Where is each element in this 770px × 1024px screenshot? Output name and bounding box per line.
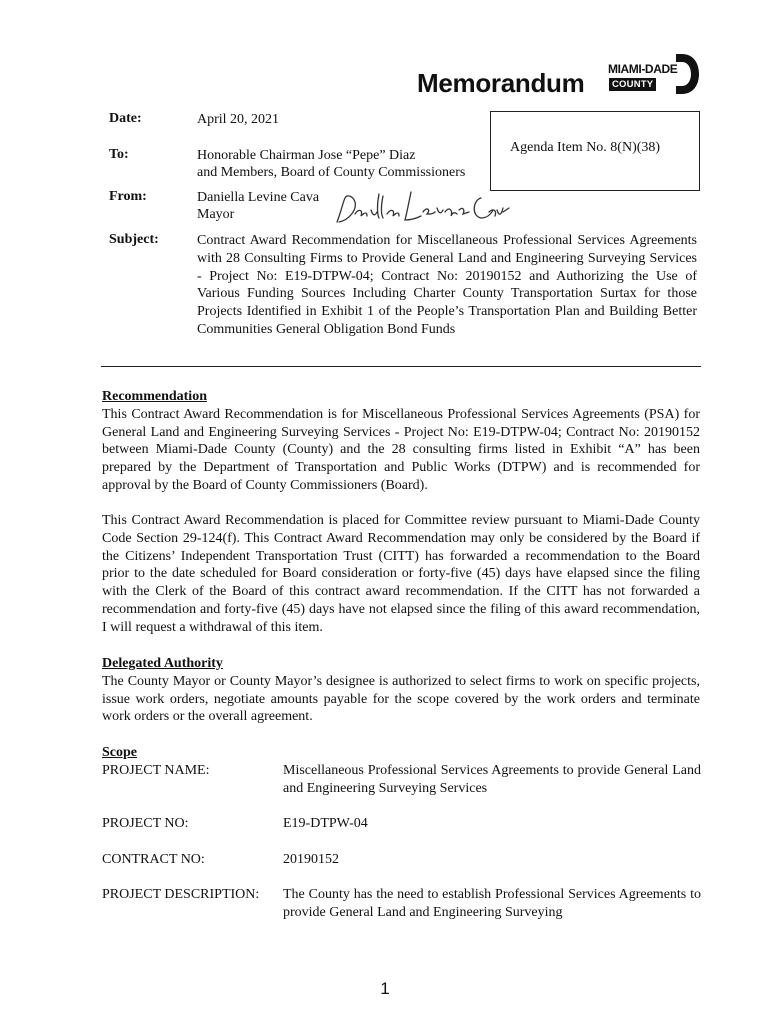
from-line-1: Daniella Levine Cava: [197, 190, 320, 205]
from-line-2: Mayor: [197, 207, 235, 222]
delegated-authority-paragraph: The County Mayor or County Mayor’s designee is authorized to select firms to work on specific projects, issue work orders, negotiate amounts payable for the scope covered by the work orders and terminate work orders or the overall agreement.: [102, 673, 700, 725]
scope-label: PROJECT NO:: [102, 816, 189, 831]
logo-d-icon: [674, 52, 700, 96]
signature-image: [331, 186, 511, 230]
scope-value: E19-DTPW-04: [283, 816, 368, 831]
memo-title: Memorandum: [417, 68, 585, 98]
scope-section: [102, 744, 700, 762]
scope-value: 20190152: [283, 852, 339, 867]
subject-label: Subject:: [109, 232, 159, 247]
scope-row-project-name: [102, 762, 700, 798]
recommendation-paragraph-2: This Contract Award Recommendation is placed for Committee review pursuant to Miami-Dade County Code Section 29-124(f). This Contract Award Recommendation may only be considered by the Board if the Citizens’ Independent Transportation Trust (CITT) has forwarded a recommendation to the Board prior to the date scheduled for Board consideration or forty-five (45) days have elapsed since the filing with the Clerk of the Board of this contract award recommendation. If the CITT has not forwarded a recommendation and forty-five (45) days have not elapsed since the filing of this award recommendation, I will request a withdrawal of this item.: [102, 513, 700, 635]
scope-label: PROJECT NAME:: [102, 763, 210, 778]
delegated-authority-heading: Delegated Authority: [102, 656, 223, 671]
scope-heading: Scope: [102, 745, 137, 760]
to-label: To:: [109, 147, 129, 162]
scope-value: The County has the need to establish Professional Services Agreements to provide General Land and Engineering Surveying: [283, 887, 701, 920]
recommendation-section: [102, 388, 700, 495]
subject-text: Contract Award Recommendation for Miscellaneous Professional Services Agreements with 28 Consulting Firms to Provide General Land and Engineering Surveying Services - Project No: E19-DTPW-04; Contract No: 20190152 and Authorizing the Use of Various Funding Sources Including Charter County Transportation Surtax for those Projects Identified in Exhibit 1 of the People’s Transportation Plan and Building Better Communities General Obligation Bond Funds: [197, 233, 697, 337]
header-divider: [101, 366, 701, 367]
page-number: 1: [380, 979, 390, 998]
recommendation-paragraph-1: This Contract Award Recommendation is for Miscellaneous Professional Services Agreements (PSA) for General Land and Engineering Surveying Services - Project No: E19-DTPW-04; Contract No: 20190152 between Miami-Dade County (County) and the 28 consulting firms listed in Exhibit “A” has been prepared by the Department of Transportation and Public Works (DTPW) and is recommended for approval by the Board of County Commissioners (Board).: [102, 406, 700, 493]
scope-row-project-description: [102, 886, 700, 922]
to-line-1: Honorable Chairman Jose “Pepe” Diaz: [197, 148, 416, 163]
scope-value: Miscellaneous Professional Services Agreements to provide General Land and Engineering Surveying Services: [283, 763, 701, 796]
scope-row-project-no: [102, 815, 700, 833]
agenda-item-box: [490, 111, 700, 191]
delegated-authority-section: [102, 655, 700, 726]
scope-label: CONTRACT NO:: [102, 852, 205, 867]
date-label: Date:: [109, 111, 142, 126]
to-line-2: and Members, Board of County Commissioners: [197, 165, 466, 180]
miami-dade-logo: [608, 52, 700, 96]
agenda-item-text: Agenda Item No. 8(N)(38): [510, 140, 661, 155]
scope-label: PROJECT DESCRIPTION:: [102, 887, 260, 902]
scope-row-contract-no: [102, 851, 700, 869]
date-value: April 20, 2021: [197, 112, 280, 127]
from-label: From:: [109, 189, 147, 204]
logo-line2: COUNTY: [609, 78, 656, 91]
recommendation-heading: Recommendation: [102, 389, 207, 404]
logo-line1: MIAMI-DADE: [608, 62, 678, 76]
